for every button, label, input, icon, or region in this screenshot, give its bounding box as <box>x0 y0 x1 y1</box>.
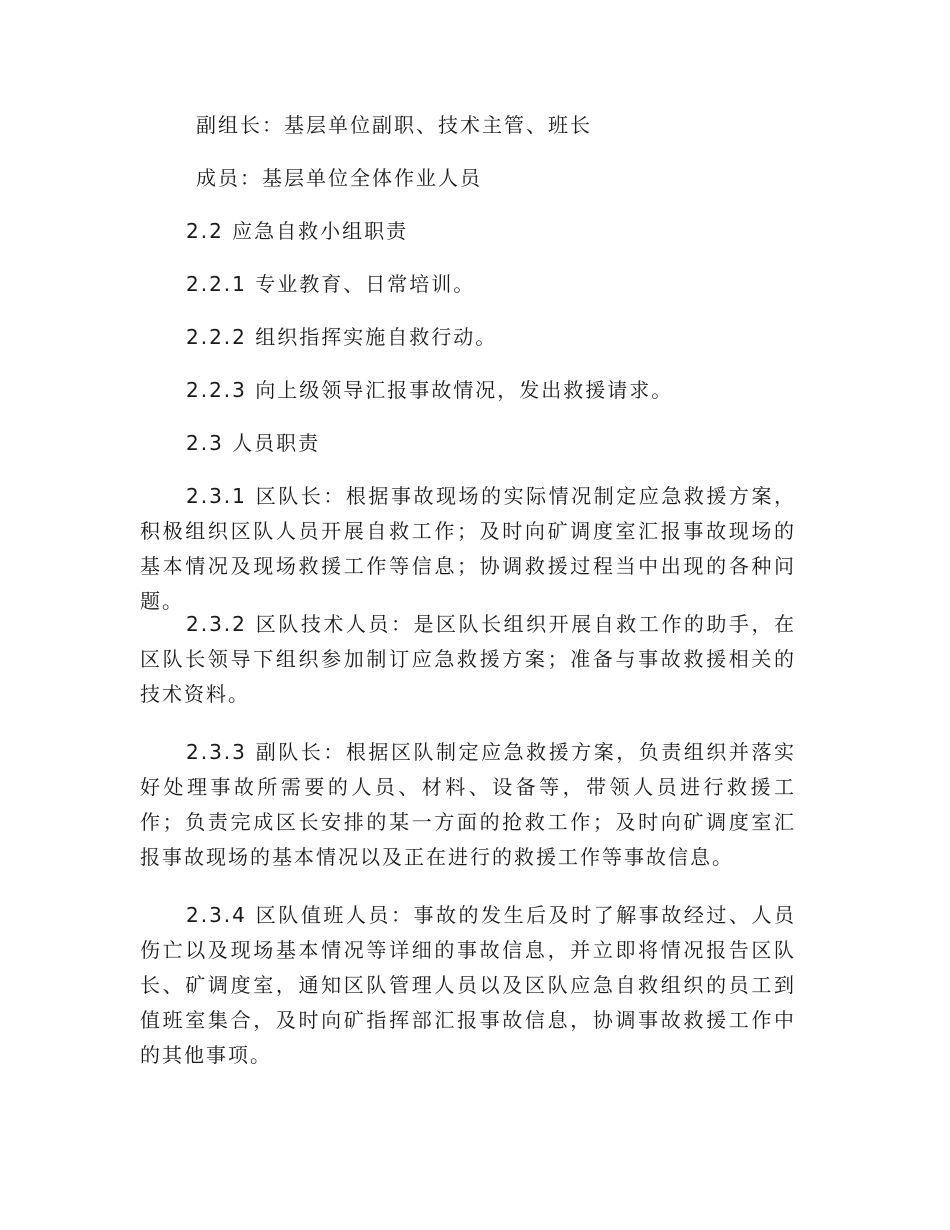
members-line: 成员：基层单位全体作业人员 <box>196 166 482 190</box>
section-heading-2-2: 2.2 应急自救小组职责 <box>186 219 409 243</box>
deputy-leader-line: 副组长：基层单位副职、技术主管、班长 <box>196 113 592 137</box>
item-2-2-3: 2.2.3 向上级领导汇报事故情况，发出救援请求。 <box>186 378 674 402</box>
item-2-3-1: 2.3.1 区队长：根据事故现场的实际情况制定应急救援方案，积极组织区队人员开展自救工作；及时向矿调度室汇报事故现场的基本情况及现场救援工作等信息；协调救援过程当中出现的各种问题。 <box>140 484 796 613</box>
section-heading-2-3: 2.3 人员职责 <box>186 431 321 455</box>
item-2-3-3: 2.3.3 副队长：根据区队制定应急救援方案，负责组织并落实好处理事故所需要的人员、材料、设备等，带领人员进行救援工作；负责完成区长安排的某一方面的抢救工作；及时向矿调度室汇报事故现场的基本情况以及正在进行的救援工作等事故信息。 <box>140 740 796 869</box>
item-2-2-2: 2.2.2 组织指挥实施自救行动。 <box>186 325 498 349</box>
item-2-3-4: 2.3.4 区队值班人员：事故的发生后及时了解事故经过、人员伤亡以及现场基本情况等详细的事故信息，并立即将情况报告区队长、矿调度室，通知区队管理人员以及区队应急自救组织的员工到值班室集合，及时向矿指挥部汇报事故信息，协调事故救援工作中的其他事项。 <box>140 903 796 1067</box>
item-2-2-1: 2.2.1 专业教育、日常培训。 <box>186 272 476 296</box>
item-2-3-2: 2.3.2 区队技术人员：是区队长组织开展自救工作的助手，在区队长领导下组织参加制订应急救援方案；准备与事故救援相关的技术资料。 <box>140 612 796 706</box>
